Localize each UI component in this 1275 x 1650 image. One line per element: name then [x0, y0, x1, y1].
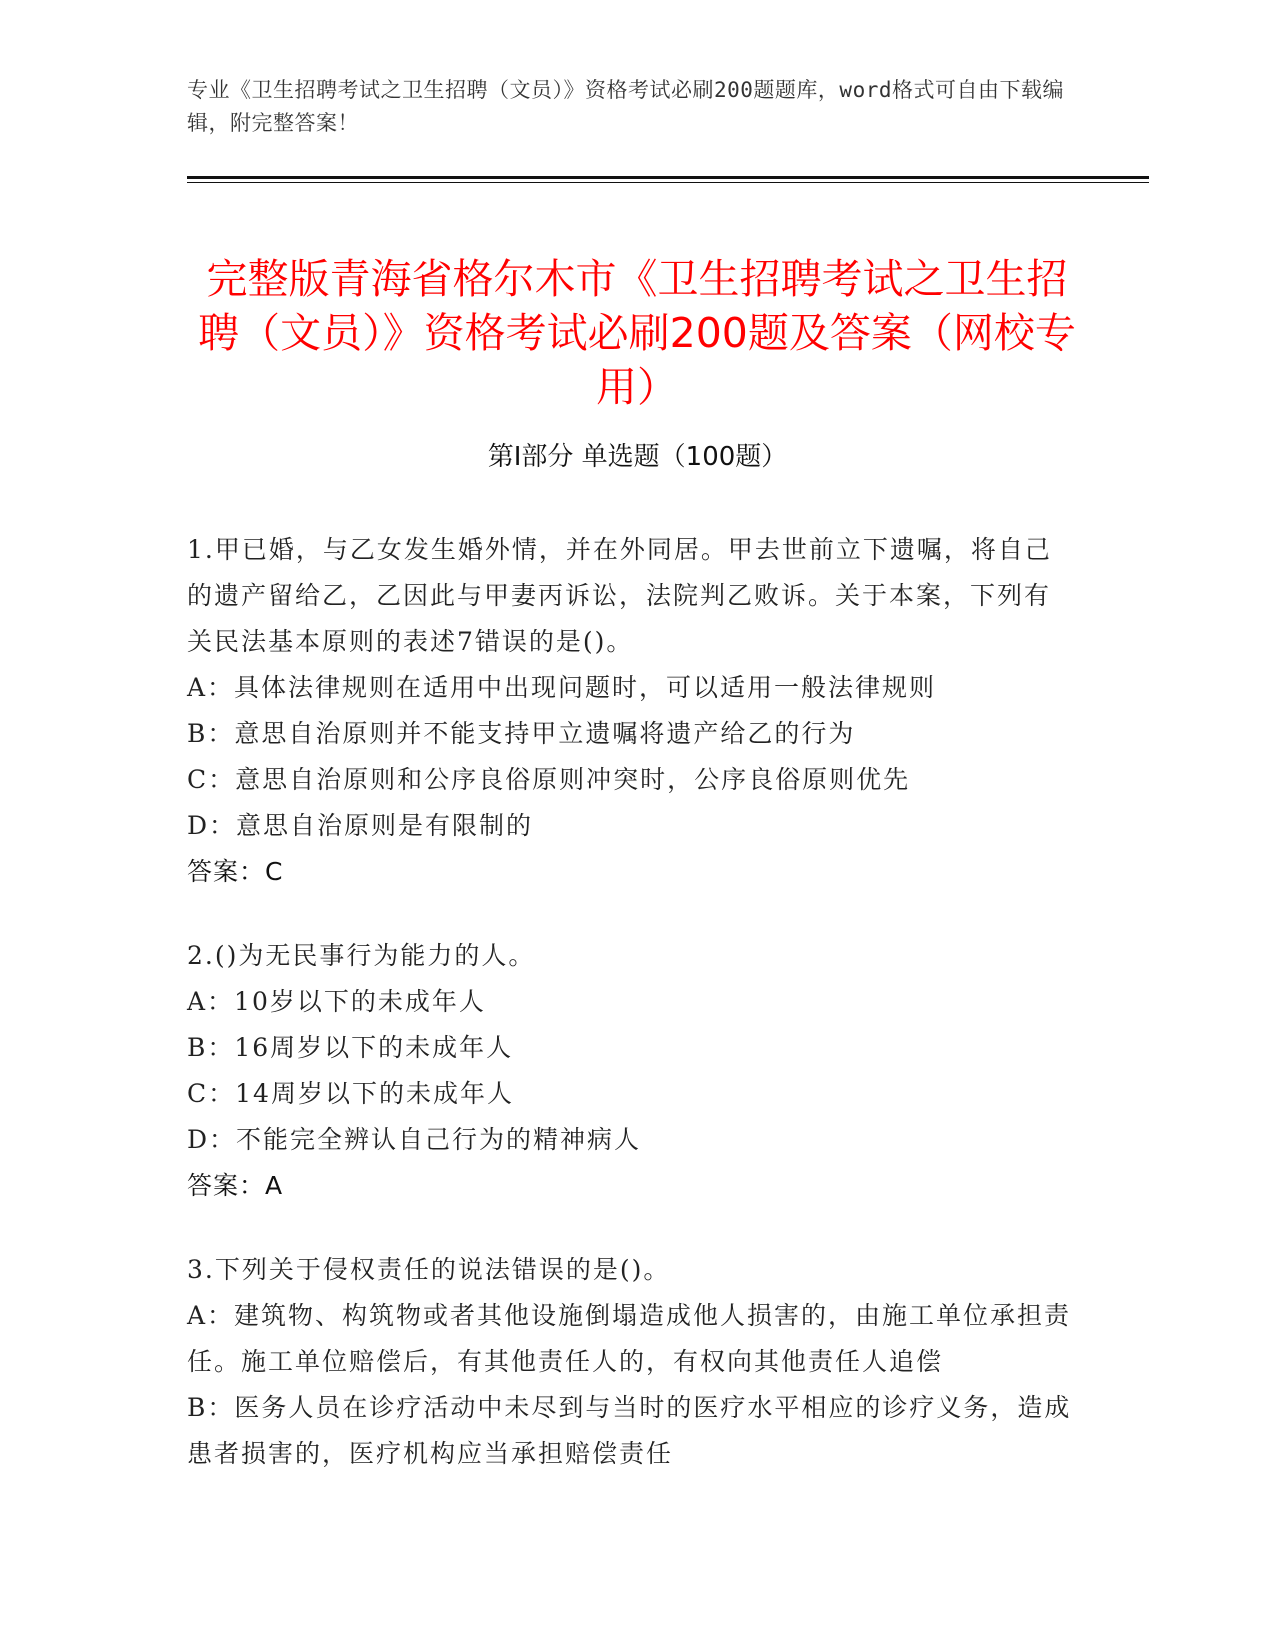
- question-stem: 2.()为无民事行为能力的人。: [187, 941, 536, 970]
- option-b: B：16周岁以下的未成年人: [187, 1033, 514, 1062]
- header-note: 专业《卫生招聘考试之卫生招聘（文员）》资格考试必刷200题题库，word格式可自由下载编辑，附完整答案！: [187, 78, 1064, 135]
- section-heading: 第Ⅰ部分 单选题（100题）: [487, 442, 788, 472]
- option-d: D：意思自治原则是有限制的: [187, 811, 534, 840]
- option-b: B：意思自治原则并不能支持甲立遗嘱将遗产给乙的行为: [187, 719, 856, 748]
- question-2: [187, 933, 1077, 1209]
- question-1: [187, 527, 1077, 895]
- answer: 答案：C: [187, 857, 284, 886]
- question-list: [187, 527, 1077, 1515]
- header-divider-thin: [187, 182, 1149, 183]
- option-b: B：医务人员在诊疗活动中未尽到与当时的医疗水平相应的诊疗义务，造成患者损害的，医疗机构应当承担赔偿责任: [187, 1393, 1072, 1468]
- answer: 答案：A: [187, 1171, 284, 1200]
- question-3: [187, 1247, 1077, 1477]
- option-d: D：不能完全辨认自己行为的精神病人: [187, 1125, 642, 1154]
- header-divider-thick: [187, 176, 1149, 179]
- option-c: C：意思自治原则和公序良俗原则冲突时，公序良俗原则优先: [187, 765, 911, 794]
- option-c: C：14周岁以下的未成年人: [187, 1079, 514, 1108]
- document-title: 完整版青海省格尔木市《卫生招聘考试之卫生招聘（文员）》资格考试必刷200题及答案（网校专用）: [198, 255, 1076, 412]
- question-stem: 3.下列关于侵权责任的说法错误的是()。: [187, 1255, 671, 1284]
- option-a: A：建筑物、构筑物或者其他设施倒塌造成他人损害的，由施工单位承担责任。施工单位赔偿后，有其他责任人的，有权向其他责任人追偿: [187, 1301, 1072, 1376]
- option-a: A：10岁以下的未成年人: [187, 987, 486, 1016]
- question-stem: 1.甲已婚，与乙女发生婚外情，并在外同居。甲去世前立下遗嘱，将自己的遗产留给乙，乙因此与甲妻丙诉讼，法院判乙败诉。关于本案，下列有关民法基本原则的表述7错误的是()。: [187, 535, 1052, 656]
- option-a: A：具体法律规则在适用中出现问题时，可以适用一般法律规则: [187, 673, 937, 702]
